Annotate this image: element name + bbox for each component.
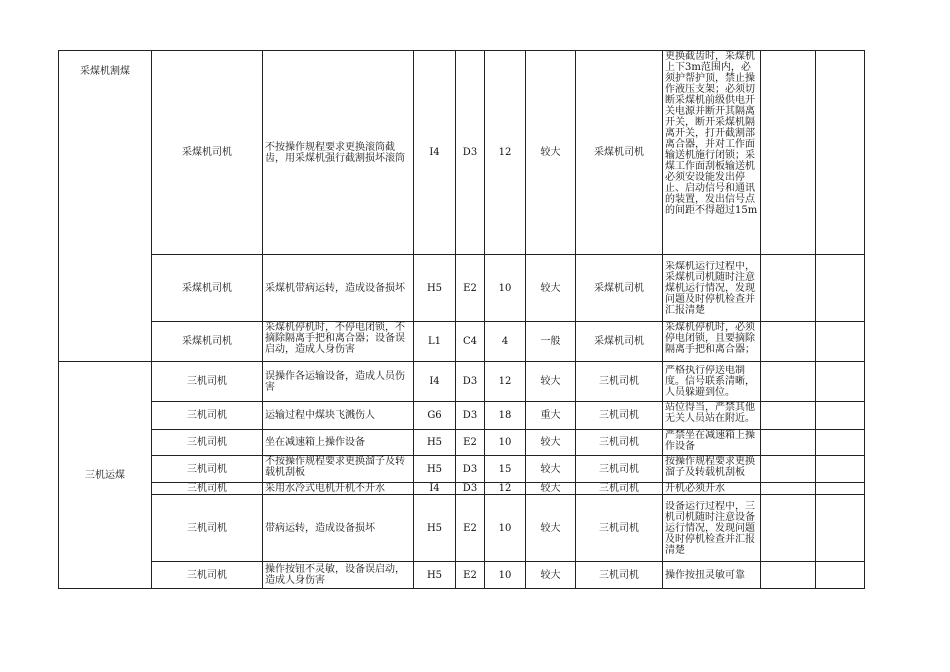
code-cell: H5 [414, 562, 456, 589]
hazard-cell [263, 456, 414, 483]
owner-cell: 三机司机 [576, 362, 663, 402]
post-cell: 采煤机司机 [152, 51, 263, 255]
table-row [59, 430, 865, 456]
table-row [59, 255, 865, 322]
empty-cell [761, 456, 816, 483]
score-cell: 12 [485, 483, 526, 495]
measure-text: 按操作规程要求更换溜子及转载机刮板 [665, 456, 755, 478]
score-cell: 18 [485, 402, 526, 430]
risk-cell: 较大 [526, 456, 576, 483]
risk-cell: 较大 [526, 362, 576, 402]
measure-cell: 开机必须开水 [663, 483, 761, 495]
empty-cell [761, 430, 816, 456]
code-cell: I4 [414, 51, 456, 255]
level-cell: E2 [456, 495, 485, 562]
empty-cell [816, 456, 865, 483]
hazard-cell [263, 322, 414, 362]
process-label: 采煤机割煤 [80, 66, 130, 77]
measure-text: 站位得当，严禁其他无关人员站在附近。 [665, 402, 755, 424]
risk-cell: 较大 [526, 430, 576, 456]
table-row [59, 402, 865, 430]
code-cell: H5 [414, 495, 456, 562]
post-cell: 三机司机 [152, 495, 263, 562]
level-cell: E2 [456, 255, 485, 322]
measure-cell [663, 456, 761, 483]
hazard-text: 采煤机停机时，不停电闭锁，不 摘除隔离手把和离合器；设备误启动，造成人身伤害 [265, 322, 405, 355]
owner-cell: 采煤机司机 [576, 255, 663, 322]
post-cell: 三机司机 [152, 483, 263, 495]
level-cell: D3 [456, 362, 485, 402]
measure-cell [663, 402, 761, 430]
measure-cell [663, 362, 761, 402]
table-row [59, 483, 865, 495]
table-row [59, 495, 865, 562]
code-cell: H5 [414, 255, 456, 322]
code-cell: I4 [414, 362, 456, 402]
empty-cell [816, 562, 865, 589]
hazard-text: 不按操作规程要求更换溜子及转 载机刮板 [265, 456, 405, 478]
empty-cell [761, 402, 816, 430]
empty-cell [761, 362, 816, 402]
measure-text: 采煤机停机时，必须停电闭锁，且要摘除隔离手把和离合器； [665, 322, 755, 355]
risk-cell: 一般 [526, 322, 576, 362]
risk-assessment-table [58, 50, 865, 589]
table-row [59, 51, 865, 255]
score-cell: 10 [485, 430, 526, 456]
empty-cell [816, 255, 865, 322]
measure-cell [663, 51, 761, 255]
empty-cell [816, 402, 865, 430]
hazard-cell: 操作按钮不灵敏，设备误启动，造成人身伤害 [263, 562, 414, 589]
empty-cell [761, 495, 816, 562]
code-cell: L1 [414, 322, 456, 362]
empty-cell [816, 51, 865, 255]
code-cell: H5 [414, 430, 456, 456]
empty-cell [816, 322, 865, 362]
score-cell: 12 [485, 51, 526, 255]
code-cell: I4 [414, 483, 456, 495]
level-cell: D3 [456, 483, 485, 495]
level-cell: C4 [456, 322, 485, 362]
measure-cell: 操作按扭灵敏可靠 [663, 562, 761, 589]
score-cell: 15 [485, 456, 526, 483]
owner-cell: 采煤机司机 [576, 322, 663, 362]
measure-cell [663, 495, 761, 562]
table-row [59, 456, 865, 483]
empty-cell [816, 362, 865, 402]
post-cell: 三机司机 [152, 402, 263, 430]
level-cell: E2 [456, 430, 485, 456]
table-row [59, 322, 865, 362]
owner-cell: 三机司机 [576, 495, 663, 562]
empty-cell [761, 483, 816, 495]
post-cell: 采煤机司机 [152, 322, 263, 362]
process-cell [59, 51, 152, 362]
empty-cell [761, 322, 816, 362]
owner-cell: 三机司机 [576, 483, 663, 495]
risk-cell: 较大 [526, 483, 576, 495]
score-cell: 12 [485, 362, 526, 402]
hazard-cell: 不按操作规程要求更换滚筒截齿，用采煤机强行截割损坏滚筒 [263, 51, 414, 255]
owner-cell: 采煤机司机 [576, 51, 663, 255]
empty-cell [761, 255, 816, 322]
owner-cell: 三机司机 [576, 456, 663, 483]
post-cell: 三机司机 [152, 456, 263, 483]
hazard-cell: 误操作各运输设备，造成人员伤害 [263, 362, 414, 402]
risk-cell: 重大 [526, 402, 576, 430]
risk-cell: 较大 [526, 562, 576, 589]
measure-text: 采煤机运行过程中，采煤机司机随时注意煤机运行情况，发现问题及时停机检查并汇报清楚 [665, 260, 755, 316]
table-row [59, 562, 865, 589]
owner-cell: 三机司机 [576, 430, 663, 456]
measure-cell [663, 322, 761, 362]
hazard-cell: 坐在减速箱上操作设备 [263, 430, 414, 456]
hazard-cell: 采用水冷式电机开机不开水 [263, 483, 414, 495]
score-cell: 10 [485, 495, 526, 562]
post-cell: 三机司机 [152, 562, 263, 589]
level-cell: D3 [456, 402, 485, 430]
level-cell: E2 [456, 562, 485, 589]
post-cell: 采煤机司机 [152, 255, 263, 322]
risk-cell: 较大 [526, 255, 576, 322]
score-cell: 10 [485, 255, 526, 322]
code-cell: G6 [414, 402, 456, 430]
empty-cell [816, 495, 865, 562]
owner-cell: 三机司机 [576, 402, 663, 430]
measure-text: 严格执行停送电制度。信号联系清晰，人员躲避到位。 [665, 365, 755, 398]
empty-cell [761, 51, 816, 255]
code-cell: H5 [414, 456, 456, 483]
score-cell: 4 [485, 322, 526, 362]
owner-cell: 三机司机 [576, 562, 663, 589]
measure-text: 更换截齿时，采煤机上下3m范围内，必须护帮护顶，禁止操作液压支架；必须切断采煤机前级供电开关电源并断开其隔离开关，断开采煤机隔离开关，打开截割部离合器，并对工作面输送机施行闭锁；采煤工作面刮板输送机必须安设能发出停止、启动信号和通讯的装置，发出信号点的间距不得超过15m [665, 51, 758, 216]
process-cell: 三机运煤 [59, 362, 152, 589]
risk-cell: 较大 [526, 51, 576, 255]
empty-cell [816, 430, 865, 456]
measure-cell [663, 255, 761, 322]
score-cell: 10 [485, 562, 526, 589]
hazard-cell: 运输过程中煤块飞溅伤人 [263, 402, 414, 430]
empty-cell [816, 483, 865, 495]
hazard-cell: 带病运转，造成设备损坏 [263, 495, 414, 562]
post-cell: 三机司机 [152, 362, 263, 402]
empty-cell [761, 562, 816, 589]
risk-cell: 较大 [526, 495, 576, 562]
level-cell: D3 [456, 456, 485, 483]
measure-text: 严禁坐在减速箱上操作设备 [665, 430, 755, 452]
table-row [59, 362, 865, 402]
measure-text: 设备运行过程中，三机司机随时注意设备运行情况，发现问题及时停机检查并汇报清楚 [665, 500, 755, 556]
level-cell: D3 [456, 51, 485, 255]
hazard-cell: 采煤机带病运转，造成设备损坏 [263, 255, 414, 322]
measure-cell [663, 430, 761, 456]
post-cell: 三机司机 [152, 430, 263, 456]
